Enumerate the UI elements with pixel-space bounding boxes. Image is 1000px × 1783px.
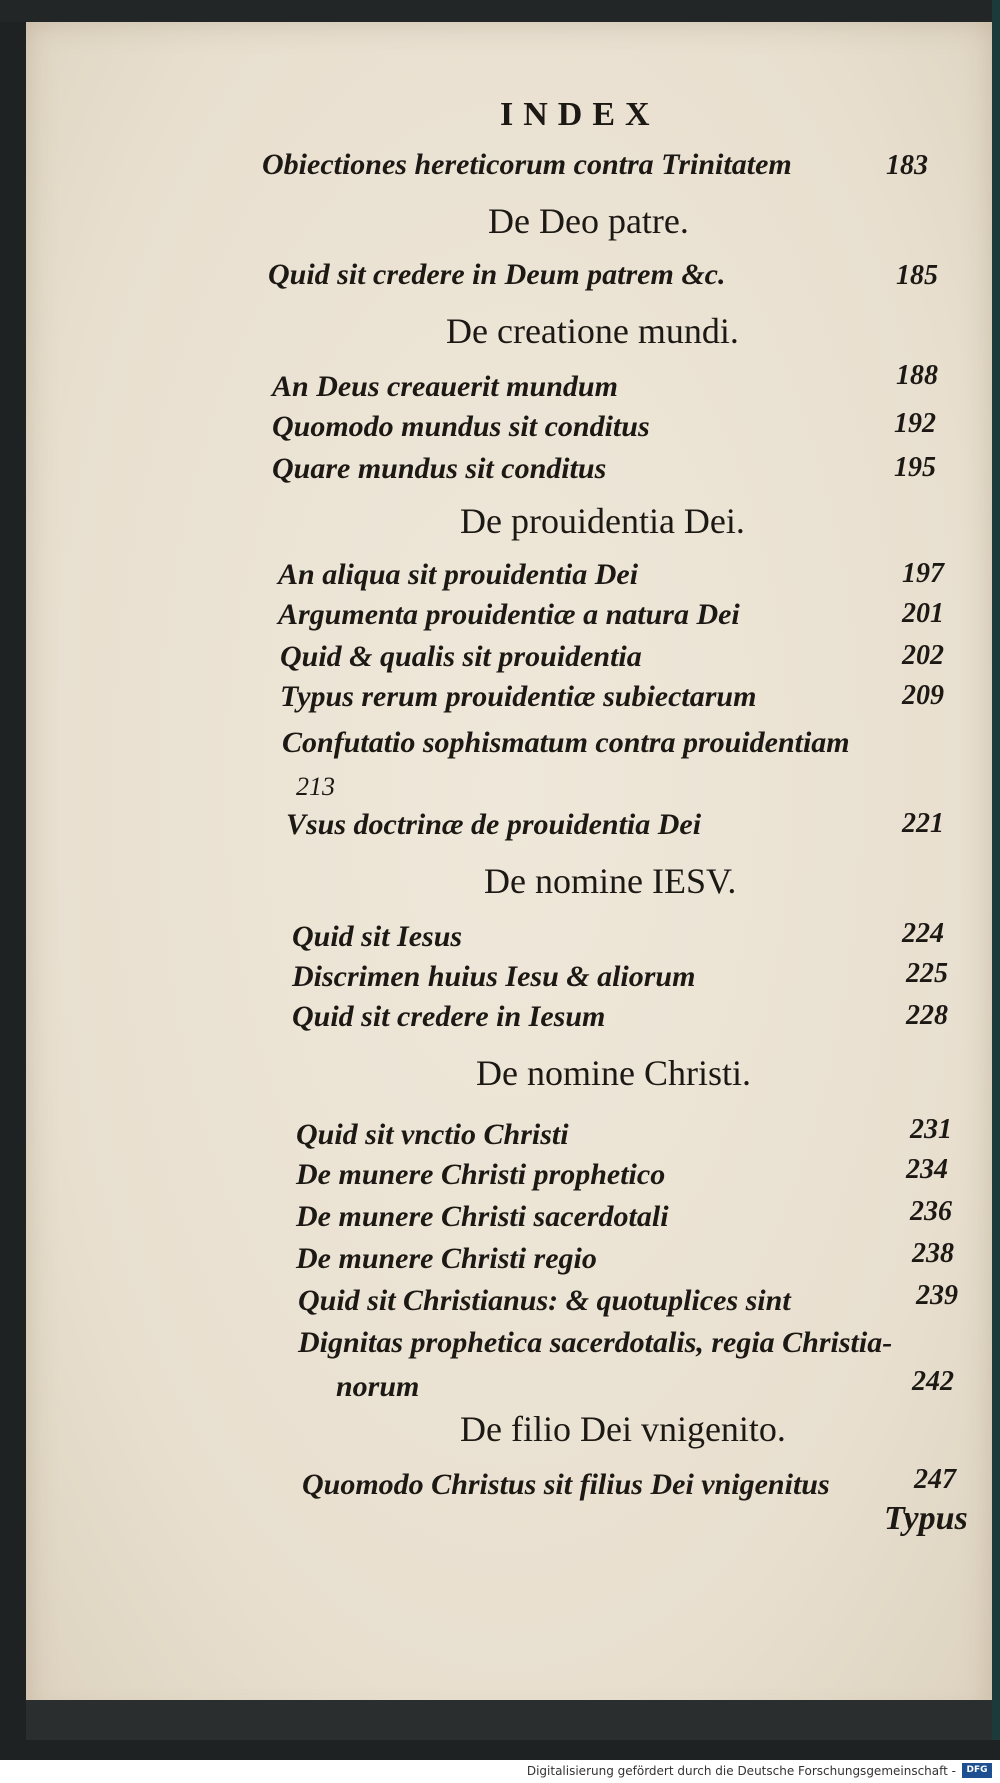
page-number: 188 [896,360,938,391]
page-number: 192 [894,408,936,439]
index-entry: Discrimen huius Iesu & aliorum [292,960,696,993]
section-heading: De nomine IESV. [484,861,737,901]
scan-top-border [0,0,1000,22]
index-entry: Argumenta prouidentiæ a natura Dei [278,598,740,631]
index-entry: De munere Christi prophetico [296,1158,666,1191]
page-number: 234 [906,1154,948,1185]
dfg-logo: DFG [962,1763,992,1778]
index-entry: Quid sit credere in Iesum [292,1000,606,1033]
page-number: 213 [296,772,335,801]
section-heading: De prouidentia Dei. [460,501,745,541]
index-entry: Quomodo Christus sit filius Dei vnigenitus [302,1468,830,1501]
index-entry: De munere Christi sacerdotali [296,1200,669,1233]
index-entry: norum [336,1370,420,1403]
section-heading: De creatione mundi. [446,311,739,351]
catchword: Typus [884,1500,968,1537]
scan-bottom-border [26,1700,992,1740]
index-entry: Quid sit credere in Deum patrem &c. [268,258,726,291]
index-entry: An Deus creauerit mundum [272,370,618,403]
page-number: 242 [912,1366,954,1397]
page-number: 197 [902,558,944,589]
page-number: 236 [910,1196,952,1227]
page-number: 209 [902,680,944,711]
section-heading: De nomine Christi. [476,1053,751,1093]
index-entry: Quid sit Iesus [292,920,463,953]
index-entry: Quid sit Christianus: & quotuplices sint [298,1284,791,1317]
page-number: 239 [916,1280,958,1311]
index-entry: De munere Christi regio [296,1242,597,1275]
index-entry: Quid sit vnctio Christi [296,1118,569,1151]
page-number: 185 [896,260,938,291]
scan-right-border [992,0,1000,1740]
page-number: 224 [902,918,944,949]
page-number: 195 [894,452,936,483]
page-number: 247 [914,1464,956,1495]
page-number: 201 [902,598,944,629]
index-entry: Vsus doctrinæ de prouidentia Dei [286,808,702,841]
section-heading: De Deo patre. [488,201,689,241]
page-number: 231 [910,1114,952,1145]
page-number: 238 [912,1238,954,1269]
page-number: 202 [902,640,944,671]
index-entry: Obiectiones hereticorum contra Trinitatem [262,148,792,181]
page-number: 228 [906,1000,948,1031]
index-entry: Typus rerum prouidentiæ subiectarum [280,680,757,713]
index-entry: Confutatio sophismatum contra prouidentiam [282,726,850,759]
index-entry: An aliqua sit prouidentia Dei [278,558,639,591]
running-head: INDEX [500,96,660,133]
page-number: 183 [886,150,928,181]
index-entry: Quomodo mundus sit conditus [272,410,650,443]
digitization-credit: Digitalisierung gefördert durch die Deutsche Forschungsgemeinschaft - [526,1764,956,1778]
page-number: 225 [906,958,948,989]
index-entry: Quid & qualis sit prouidentia [280,640,642,673]
page-number: 221 [902,808,944,839]
index-entry: Quare mundus sit conditus [272,452,607,485]
section-heading: De filio Dei vnigenito. [460,1409,786,1449]
index-entry: Dignitas prophetica sacerdotalis, regia Christia- [298,1326,893,1359]
